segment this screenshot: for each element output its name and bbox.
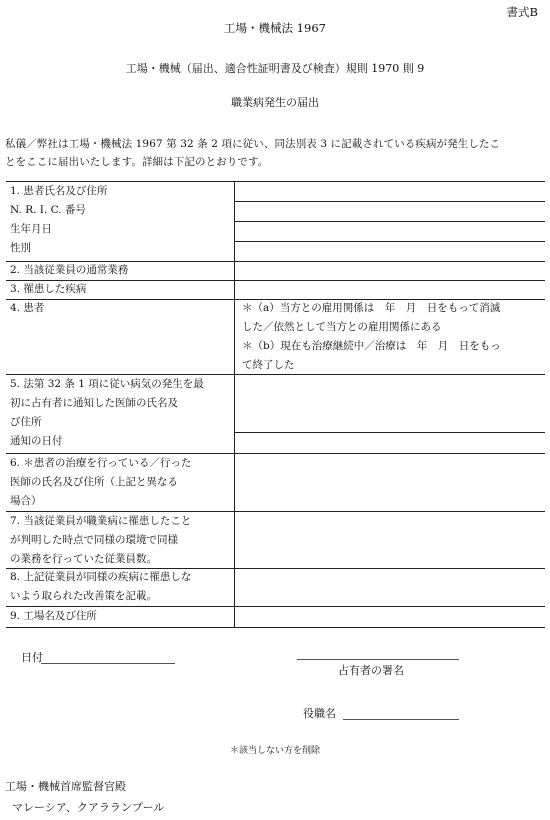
- notification-date-label: 通知の日付: [10, 435, 63, 447]
- position-field[interactable]: [343, 719, 459, 720]
- row-3-label: [10, 280, 86, 299]
- intro-line-2: とをここに届出いたします。詳細は下記のとおりです。: [5, 156, 269, 169]
- factory-name-address-field[interactable]: [234, 606, 545, 627]
- deletion-note: ＊該当しない方を削除: [229, 746, 320, 756]
- gender-label: 性別: [10, 242, 31, 254]
- improvement-measures-label-cont: いよう取られた改善策を記載。: [10, 590, 157, 602]
- treatment-status-option-b[interactable]: ＊（b）現在も治療継続中／治療は 年 月 日をもっ: [242, 340, 501, 352]
- employment-status-option-a-cont: した／依然として当方との雇用関係にある: [242, 321, 442, 333]
- row-7-label: [10, 512, 191, 569]
- addressee-location: マレーシア、クアラランプール: [12, 801, 165, 814]
- treatment-status-option-b-cont: て終了した: [242, 359, 295, 371]
- row-1-label: [10, 182, 107, 258]
- nric-label: N. R. I. C. 番号: [10, 204, 86, 216]
- normal-duties-field[interactable]: [234, 261, 545, 280]
- row-6-label: [10, 454, 191, 511]
- notice-title: 職業病発生の届出: [231, 96, 319, 109]
- occupier-signature-field[interactable]: [297, 659, 459, 660]
- patient-status-label: 4. 患者: [10, 302, 45, 314]
- table-bottom-border: [6, 627, 545, 628]
- gender-field[interactable]: [234, 241, 545, 261]
- factory-name-address-label: 9. 工場名及び住所: [10, 610, 97, 622]
- row-5-label: [10, 375, 204, 451]
- row-9-label: [10, 607, 97, 626]
- patient-name-address-label: 1. 患者氏名及び住所: [10, 185, 108, 197]
- row-4-label: [10, 299, 44, 318]
- row-2-label: [10, 261, 128, 280]
- employment-status-option-a[interactable]: ＊（a）当方との雇用関係は 年 月 日をもって消滅: [242, 302, 501, 314]
- notification-form-table: [6, 181, 545, 627]
- intro-paragraph: [5, 135, 545, 172]
- intro-line-1: 私儀／弊社は工場・機械法 1967 第 32 条 2 項に従い、同法別表 3 に記載されている疾病が発生したこ: [5, 138, 501, 150]
- notifying-doctor-label-cont: 初に占有者に通知した医師の氏名及: [10, 397, 178, 409]
- nric-field[interactable]: [234, 201, 545, 221]
- treating-doctor-label-cont: 場合）: [10, 495, 42, 507]
- same-work-employees-label-cont: の業務を行っていた従業員数。: [10, 553, 157, 565]
- treating-doctor-label: 6. ＊患者の治療を行っている／行った: [10, 457, 192, 469]
- notifying-doctor-field[interactable]: [234, 374, 545, 432]
- notification-date-field[interactable]: [234, 432, 545, 453]
- position-label: 役職名: [303, 707, 336, 720]
- patient-status-options: [242, 299, 501, 375]
- same-work-employees-field[interactable]: [234, 511, 545, 568]
- notifying-doctor-label: 5. 法第 32 条 1 項に従い病気の発生を最: [10, 378, 204, 390]
- improvement-measures-label: 8. 上記従業員が同様の疾病に罹患しな: [10, 571, 192, 583]
- treating-doctor-field[interactable]: [234, 453, 545, 511]
- notifying-doctor-label-cont: び住所: [10, 416, 42, 428]
- date-label: 日付: [21, 651, 43, 664]
- disease-field[interactable]: [234, 280, 545, 299]
- regulation-title: 工場・機械（届出、適合性証明書及び検査）規則 1970 則 9: [125, 62, 425, 75]
- act-title: 工場・機械法 1967: [224, 21, 326, 35]
- normal-duties-label: 2. 当該従業員の通常業務: [10, 264, 129, 276]
- form-code: 書式B: [506, 5, 538, 19]
- birth-date-field[interactable]: [234, 221, 545, 241]
- same-work-employees-label-cont: が判明した時点で同様の環境で同様: [10, 534, 178, 546]
- addressee-title: 工場・機械首席監督官殿: [5, 780, 126, 793]
- same-work-employees-label: 7. 当該従業員が職業病に罹患したこと: [10, 515, 192, 527]
- birth-date-label: 生年月日: [10, 223, 52, 235]
- occupier-signature-label: 占有者の署名: [338, 664, 404, 677]
- row-8-label: [10, 568, 191, 606]
- treating-doctor-label-cont: 医師の氏名及び住所（上記と異なる: [10, 476, 178, 488]
- date-field[interactable]: [41, 663, 175, 664]
- improvement-measures-field[interactable]: [234, 568, 545, 606]
- disease-label: 3. 罹患した疾病: [10, 283, 87, 295]
- patient-name-field[interactable]: [234, 181, 545, 201]
